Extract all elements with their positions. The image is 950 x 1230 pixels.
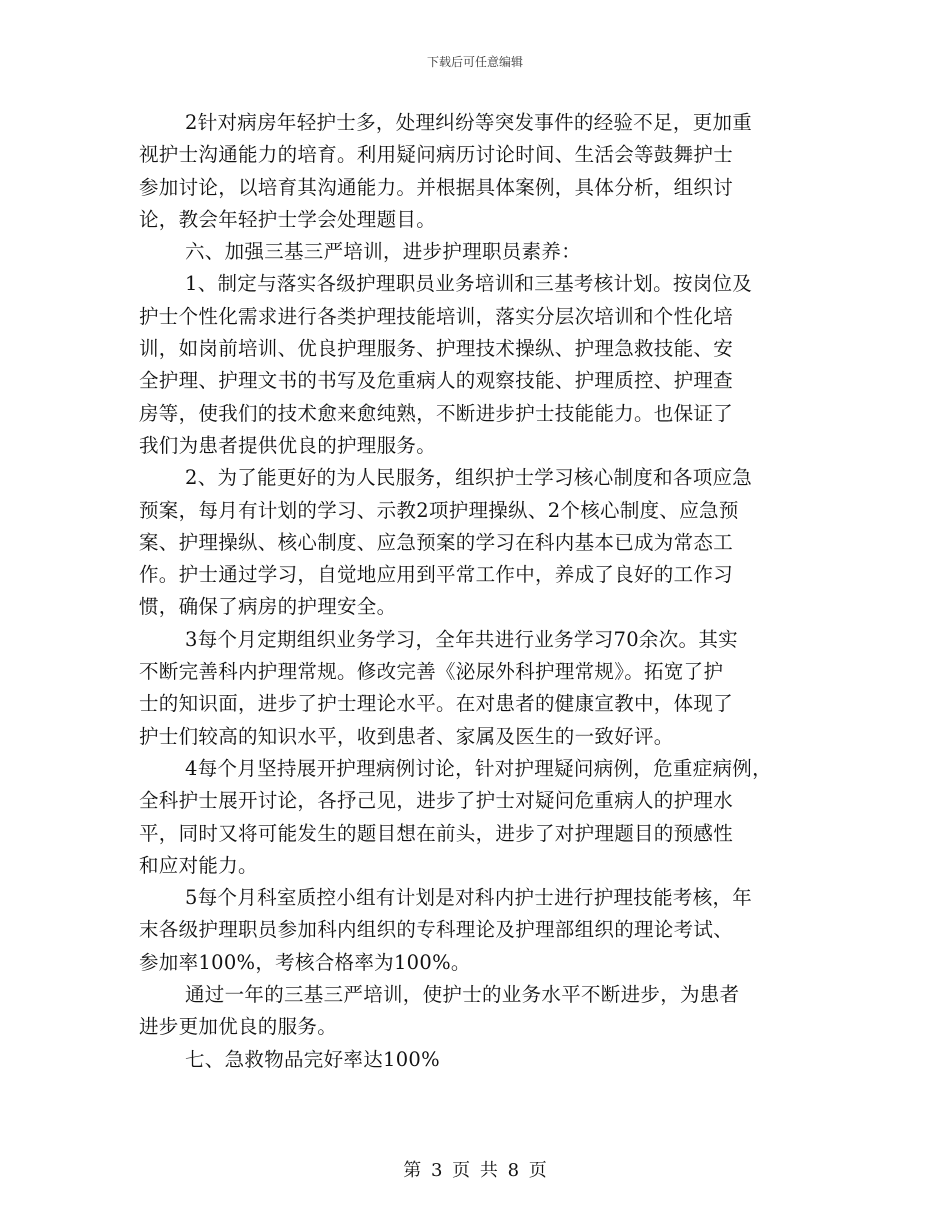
text-line: 六、加强三基三严培训，进步护理职员素养： <box>185 240 582 264</box>
text-line: 训，如岗前培训、优良护理服务、护理技术操纵、护理急救技能、安 <box>139 337 734 361</box>
text-line: 3每个月定期组织业务学习，全年共进行业务学习70余次。其实 <box>185 627 738 651</box>
text-line: 末各级护理职员参加科内组织的专科理论及护理部组织的理论考试、 <box>139 918 734 942</box>
text-line: 惯，确保了病房的护理安全。 <box>139 595 397 619</box>
text-line: 七、急救物品完好率达100% <box>185 1047 440 1071</box>
text-line: 不断完善科内护理常规。修改完善《泌尿外科护理常规》。拓宽了护 <box>139 660 724 684</box>
text-line: 预案，每月有计划的学习、示教2项护理操纵、2个核心制度、应急预 <box>139 498 739 522</box>
page-header: 下载后可任意编辑 <box>426 55 523 69</box>
text-line: 1、制定与落实各级护理职员业务培训和三基考核计划。按岗位及 <box>185 272 753 296</box>
text-line: 护士个性化需求进行各类护理技能培训，落实分层次培训和个性化培 <box>139 304 734 328</box>
text-line: 2、为了能更好的为人民服务，组织护士学习核心制度和各项应急 <box>185 466 753 490</box>
text-line: 护士们较高的知识水平，收到患者、家属及医生的一致好评。 <box>139 724 674 748</box>
text-line: 平，同时又将可能发生的题目想在前头，进步了对护理题目的预感性 <box>139 821 734 845</box>
document-body <box>139 107 829 1076</box>
text-line: 4每个月坚持展开护理病例讨论，针对护理疑问病例，危重症病例， <box>185 756 772 780</box>
text-line: 房等，使我们的技术愈来愈纯熟，不断进步护士技能能力。也保证了 <box>139 401 734 425</box>
text-line: 通过一年的三基三严培训，使护士的业务水平不断进步，为患者 <box>185 983 740 1007</box>
text-line: 参加讨论，以培育其沟通能力。并根据具体案例，具体分析，组织讨 <box>139 175 734 199</box>
text-line: 作。护士通过学习，自觉地应用到平常工作中，养成了良好的工作习 <box>139 563 734 587</box>
text-line: 案、护理操纵、核心制度、应急预案的学习在科内基本已成为常态工 <box>139 530 734 554</box>
text-line: 全护理、护理文书的书写及危重病人的观察技能、护理质控、护理查 <box>139 369 734 393</box>
text-line: 和应对能力。 <box>139 853 258 877</box>
page-footer: 第 3 页 共 8 页 <box>403 1160 547 1181</box>
text-line: 5每个月科室质控小组有计划是对科内护士进行护理技能考核，年 <box>185 886 753 910</box>
text-line: 进步更加优良的服务。 <box>139 1015 338 1039</box>
text-line: 2针对病房年轻护士多，处理纠纷等突发事件的经验不足，更加重 <box>185 111 753 134</box>
text-line: 参加率100%，考核合格率为100%。 <box>139 950 471 974</box>
text-line: 全科护士展开讨论，各抒己见，进步了护士对疑问危重病人的护理水 <box>139 789 734 813</box>
text-line: 视护士沟通能力的培育。利用疑问病历讨论时间、生活会等鼓舞护士 <box>139 143 734 167</box>
text-line: 士的知识面，进步了护士理论水平。在对患者的健康宣教中，体现了 <box>139 692 734 716</box>
text-line: 论，教会年轻护士学会处理题目。 <box>139 207 437 231</box>
text-line: 我们为患者提供优良的护理服务。 <box>139 433 437 457</box>
